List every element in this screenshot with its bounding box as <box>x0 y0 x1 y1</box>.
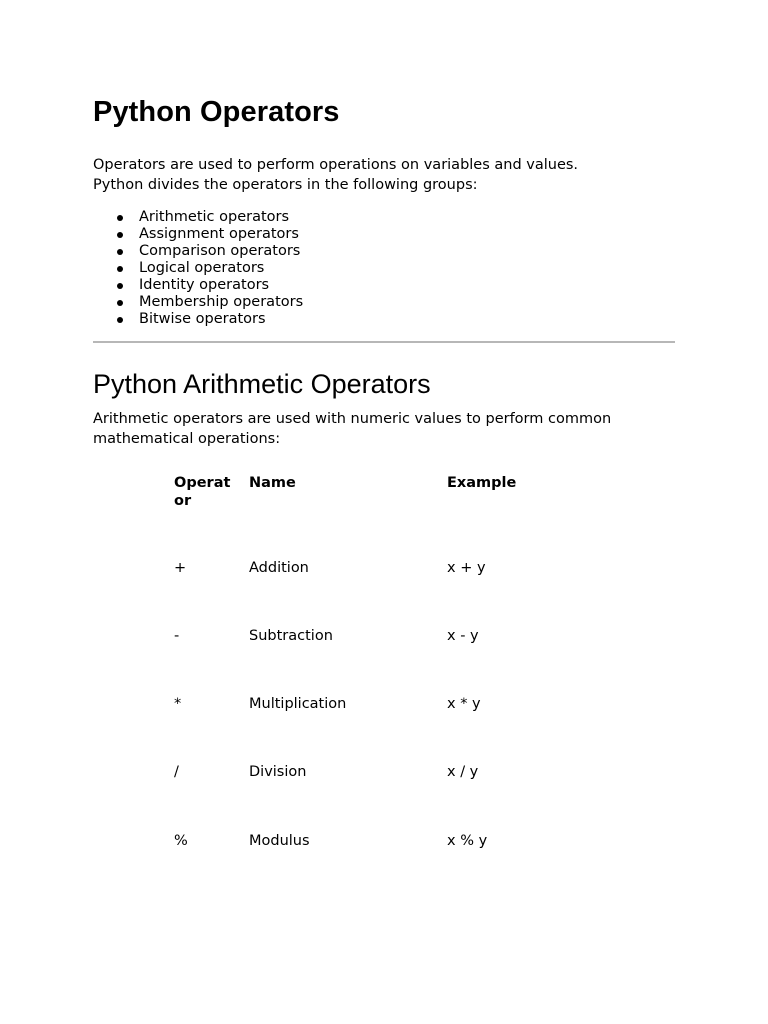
intro-line: Operators are used to perform operations on variables and values. <box>93 157 579 173</box>
table-cell-operator: * <box>174 696 182 712</box>
description-line: Arithmetic operators are used with numeric values to perform common <box>93 411 612 427</box>
list-item <box>93 311 303 328</box>
list-item-label: Logical operators <box>139 260 265 276</box>
table-cell-operator: - <box>174 628 180 644</box>
bullet-icon <box>117 249 123 255</box>
intro-line: Python divides the operators in the following groups: <box>93 177 478 193</box>
table-cell-operator: / <box>174 764 179 780</box>
list-item-label: Identity operators <box>139 277 270 293</box>
column-header-operator <box>174 474 236 510</box>
header-line: or <box>174 493 192 509</box>
section-heading: Python Arithmetic Operators <box>93 369 431 399</box>
table-cell-name: Division <box>249 764 307 780</box>
table-cell-example: x % y <box>447 833 488 849</box>
table-cell-example: x / y <box>447 764 479 780</box>
column-header-name: Name <box>249 475 296 491</box>
list-item <box>93 294 303 311</box>
list-item <box>93 260 303 277</box>
table-cell-example: x + y <box>447 560 486 576</box>
column-header-example: Example <box>447 475 517 491</box>
list-item <box>93 226 303 243</box>
list-item <box>93 209 303 226</box>
operator-groups-list <box>93 209 303 328</box>
table-cell-name: Subtraction <box>249 628 333 644</box>
list-item-label: Arithmetic operators <box>139 209 290 225</box>
table-cell-operator: + <box>174 560 187 576</box>
page-title: Python Operators <box>93 96 340 128</box>
list-item-label: Membership operators <box>139 294 304 310</box>
table-cell-example: x - y <box>447 628 479 644</box>
bullet-icon <box>117 317 123 323</box>
list-item-label: Comparison operators <box>139 243 301 259</box>
table-cell-name: Addition <box>249 560 309 576</box>
bullet-icon <box>117 300 123 306</box>
table-cell-name: Multiplication <box>249 696 347 712</box>
list-item <box>93 277 303 294</box>
bullet-icon <box>117 215 123 221</box>
list-item <box>93 243 303 260</box>
section-description <box>93 409 653 449</box>
list-item-label: Assignment operators <box>139 226 299 242</box>
description-line: mathematical operations: <box>93 431 281 447</box>
bullet-icon <box>117 232 123 238</box>
horizontal-divider <box>93 341 675 343</box>
header-line: Operat <box>174 475 231 491</box>
list-item-label: Bitwise operators <box>139 311 266 327</box>
table-cell-operator: % <box>174 833 188 849</box>
table-cell-name: Modulus <box>249 833 310 849</box>
intro-paragraph <box>93 155 578 195</box>
bullet-icon <box>117 266 123 272</box>
table-cell-example: x * y <box>447 696 481 712</box>
bullet-icon <box>117 283 123 289</box>
